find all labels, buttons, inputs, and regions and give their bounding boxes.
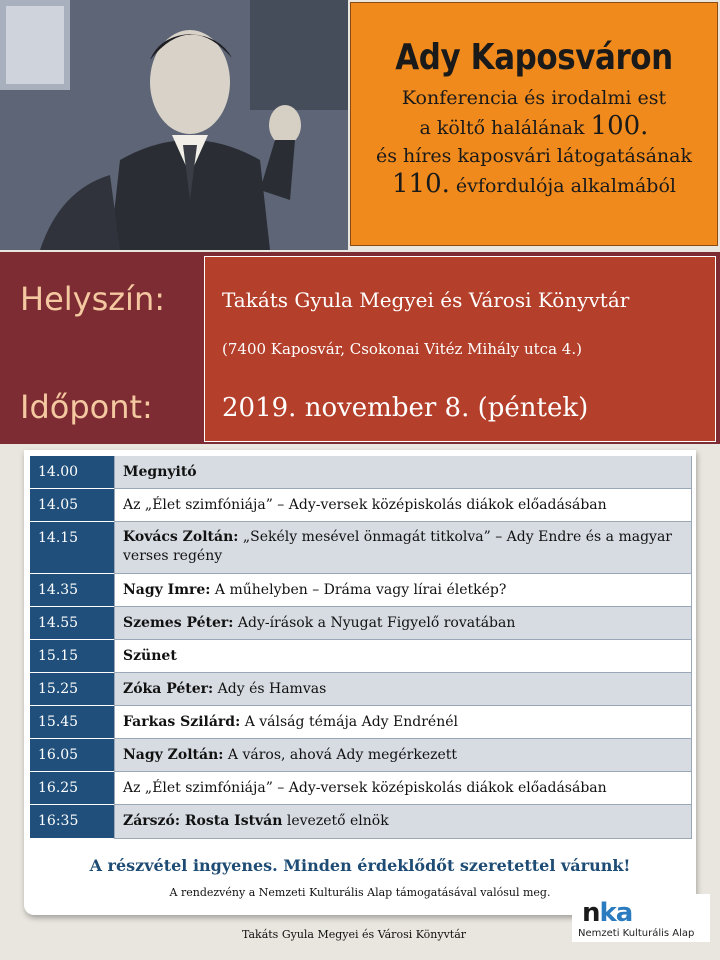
program-row — [30, 456, 692, 489]
subtitle-line3: és híres kaposvári látogatásának — [375, 145, 692, 167]
program-row — [30, 574, 692, 607]
program-row — [30, 489, 692, 522]
program-time: 16:35 — [30, 805, 114, 839]
program-desc: Nagy Imre: A műhelyben – Dráma vagy lírai életkép? — [114, 574, 692, 607]
program-row — [30, 739, 692, 772]
program-row — [30, 805, 692, 839]
place-name: Takáts Gyula Megyei és Városi Könyvtár — [222, 288, 630, 312]
nka-logo-text: Nemzeti Kulturális Alap — [578, 928, 695, 939]
program-desc: Nagy Zoltán: A város, ahová Ady megérkezett — [114, 739, 692, 772]
nka-logo-mark: nka — [582, 898, 633, 928]
program-row — [30, 522, 692, 574]
program-time: 14.00 — [30, 456, 114, 489]
program-desc: Kovács Zoltán: „Sekély mesével önmagát titkolva” – Ady Endre és a magyar verses regény — [114, 522, 692, 574]
program-time: 14.05 — [30, 489, 114, 522]
program-time: 14.15 — [30, 522, 114, 574]
program-row — [30, 772, 692, 805]
program-time: 14.55 — [30, 607, 114, 640]
program-desc: Szünet — [114, 640, 692, 673]
program-desc: Az „Élet szimfóniája” – Ady-versek középiskolás diákok előadásában — [114, 489, 692, 522]
program-time: 15.25 — [30, 673, 114, 706]
program-time: 15.45 — [30, 706, 114, 739]
program-time: 16.05 — [30, 739, 114, 772]
portrait-photo — [0, 0, 348, 250]
place-label: Helyszín: — [20, 280, 165, 318]
program-desc: Zóka Péter: Ady és Hamvas — [114, 673, 692, 706]
program-row — [30, 607, 692, 640]
program-row — [30, 673, 692, 706]
free-entry-note: A részvétel ingyenes. Minden érdeklődőt szeretettel várunk! — [89, 856, 631, 875]
program-desc: Farkas Szilárd: A válság témája Ady Endrénél — [114, 706, 692, 739]
nka-logo — [572, 894, 710, 942]
program-time: 15.15 — [30, 640, 114, 673]
program-row — [30, 640, 692, 673]
library-name: Takáts Gyula Megyei és Városi Könyvtár — [242, 928, 467, 941]
event-date: 2019. november 8. (péntek) — [222, 393, 589, 423]
event-title: Ady Kaposváron — [395, 37, 673, 78]
program-desc: Szemes Péter: Ady-írások a Nyugat Figyelő rovatában — [114, 607, 692, 640]
subtitle-line4: 110. évfordulója alkalmából — [392, 169, 676, 199]
title-box — [350, 2, 718, 246]
time-label: Időpont: — [20, 388, 153, 426]
program-time: 14.35 — [30, 574, 114, 607]
subtitle-line2: a költő halálának 100. — [419, 111, 649, 141]
program-time: 16.25 — [30, 772, 114, 805]
program-desc: Megnyitó — [114, 456, 692, 489]
program-desc: Az „Élet szimfóniája” – Ady-versek középiskolás diákok előadásában — [114, 772, 692, 805]
subtitle-line1: Konferencia és irodalmi est — [401, 87, 667, 109]
place-address: (7400 Kaposvár, Csokonai Vitéz Mihály utca 4.) — [222, 340, 582, 358]
program-row — [30, 706, 692, 739]
program-desc: Zárszó: Rosta István levezető elnök — [114, 805, 692, 839]
support-note: A rendezvény a Nemzeti Kulturális Alap támogatásával valósul meg. — [169, 886, 551, 899]
